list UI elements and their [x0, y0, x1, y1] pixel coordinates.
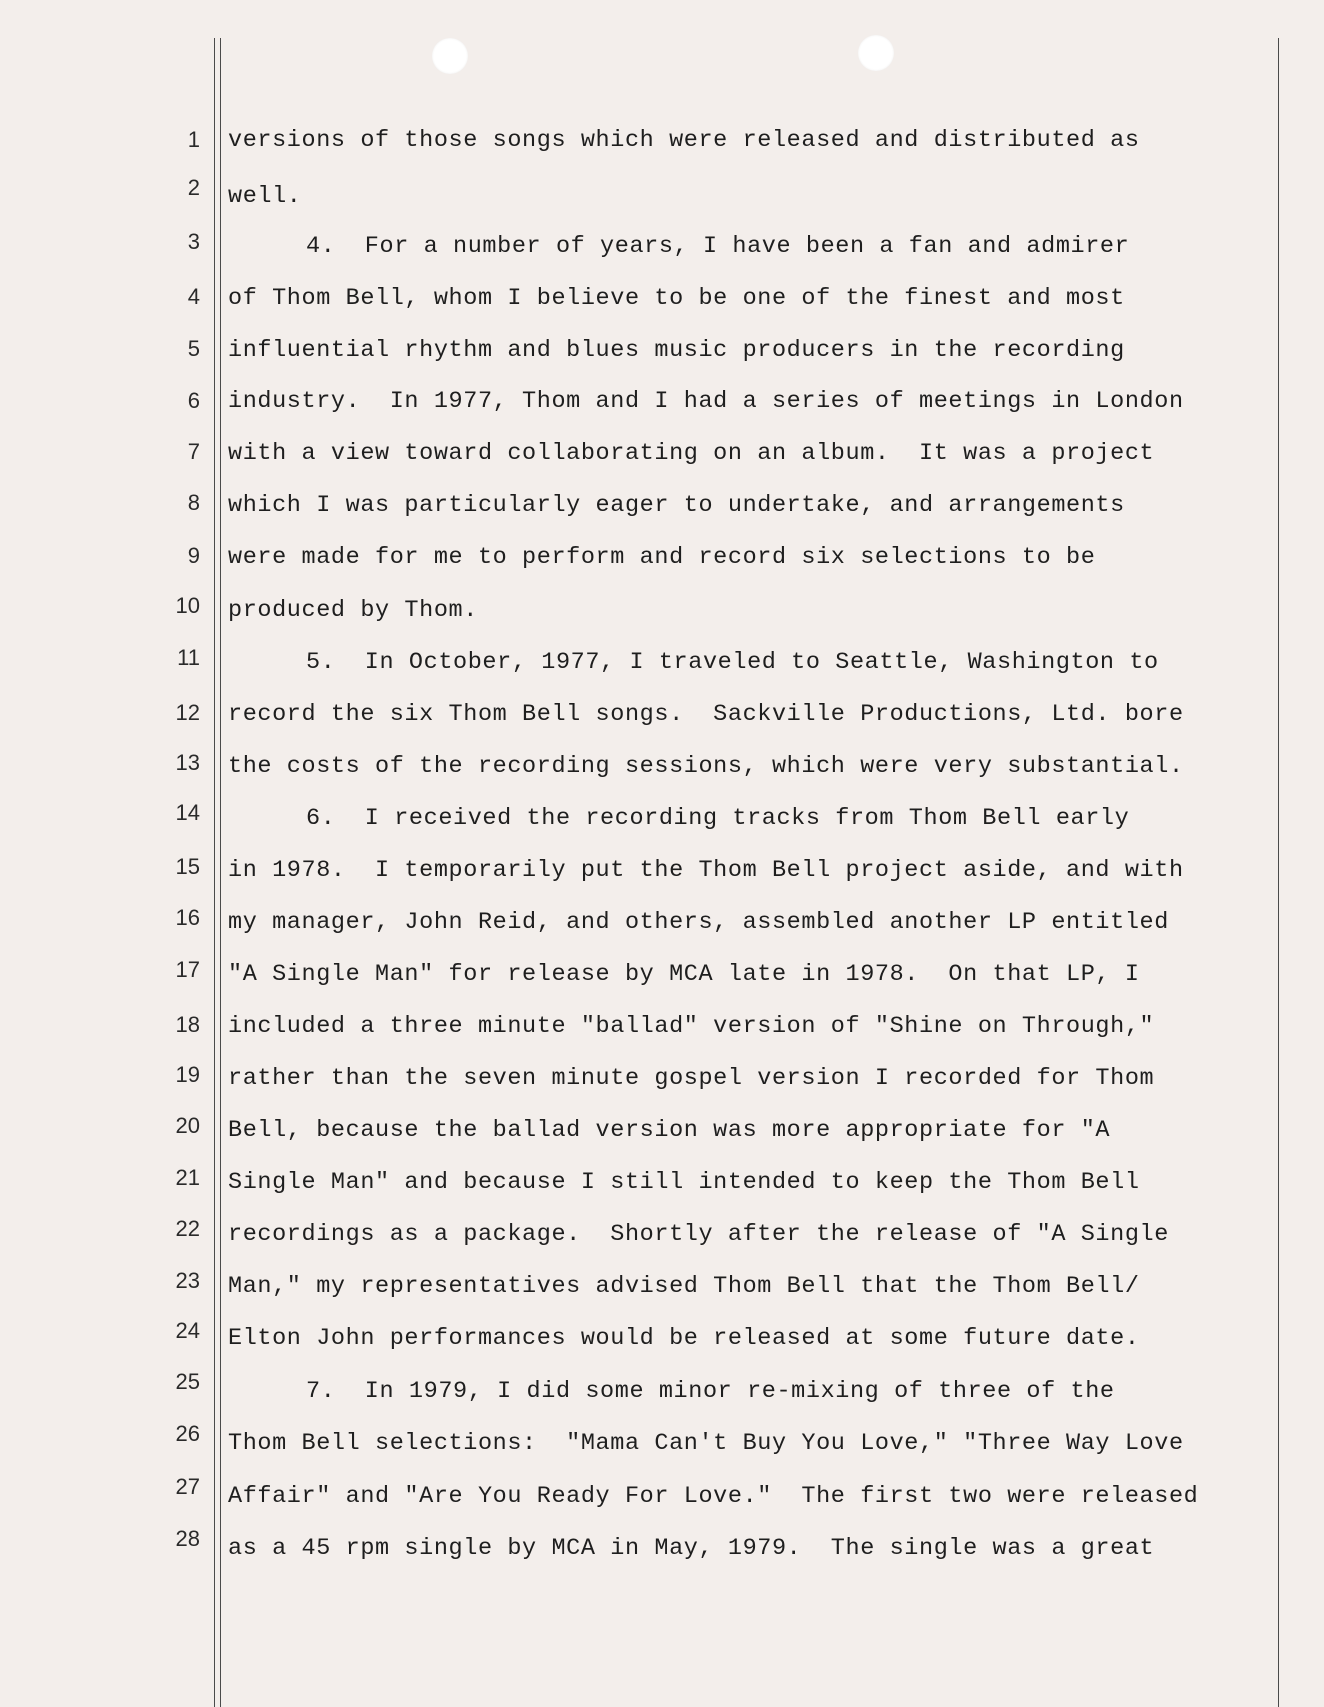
- text-line: which I was particularly eager to undertake, and arrangements: [228, 492, 1125, 519]
- text-line: recordings as a package. Shortly after the release of "A Single: [228, 1221, 1169, 1248]
- text-line: industry. In 1977, Thom and I had a series of meetings in London: [228, 388, 1184, 415]
- text-line: included a three minute "ballad" version of "Shine on Through,": [228, 1013, 1155, 1040]
- left-margin-rule-inner: [220, 38, 221, 1707]
- paragraph-6-start: 6. I received the recording tracks from Thom Bell early: [306, 805, 1130, 832]
- text-line: as a 45 rpm single by MCA in May, 1979. The single was a great: [228, 1535, 1155, 1562]
- left-margin-rule-outer: [214, 38, 215, 1707]
- line-number: 25: [175, 1369, 200, 1394]
- line-number: 4: [187, 284, 200, 309]
- text-line: Bell, because the ballad version was more appropriate for "A: [228, 1117, 1111, 1144]
- line-number: 22: [175, 1216, 200, 1241]
- line-number: 3: [187, 229, 200, 254]
- paragraph-7-start: 7. In 1979, I did some minor re-mixing of three of the: [306, 1378, 1115, 1405]
- text-line: rather than the seven minute gospel version I recorded for Thom: [228, 1065, 1155, 1092]
- line-number: 19: [175, 1062, 200, 1087]
- line-number: 16: [175, 905, 200, 930]
- text-line: record the six Thom Bell songs. Sackville Productions, Ltd. bore: [228, 701, 1184, 728]
- line-number: 26: [175, 1421, 200, 1446]
- text-line: of Thom Bell, whom I believe to be one of the finest and most: [228, 285, 1125, 312]
- text-line: well.: [228, 183, 302, 210]
- line-number: 9: [187, 543, 200, 568]
- text-line: the costs of the recording sessions, which were very substantial.: [228, 753, 1184, 780]
- line-number: 12: [175, 700, 200, 725]
- line-number: 11: [177, 645, 200, 670]
- text-line: with a view toward collaborating on an album. It was a project: [228, 440, 1155, 467]
- line-number: 2: [187, 175, 200, 200]
- text-line: were made for me to perform and record six selections to be: [228, 544, 1096, 571]
- paragraph-5-start: 5. In October, 1977, I traveled to Seattle, Washington to: [306, 649, 1159, 676]
- line-number: 18: [175, 1012, 200, 1037]
- line-number: 20: [175, 1113, 200, 1138]
- text-line: my manager, John Reid, and others, assembled another LP entitled: [228, 909, 1169, 936]
- line-number: 13: [175, 750, 200, 775]
- text-line: influential rhythm and blues music producers in the recording: [228, 337, 1125, 364]
- line-number: 8: [187, 490, 200, 515]
- line-number: 10: [175, 593, 200, 618]
- right-margin-rule: [1278, 38, 1279, 1707]
- text-line: Thom Bell selections: "Mama Can't Buy You Love," "Three Way Love: [228, 1430, 1184, 1457]
- line-number: 15: [175, 854, 200, 879]
- paragraph-4-start: 4. For a number of years, I have been a fan and admirer: [306, 233, 1130, 260]
- text-line: Single Man" and because I still intended to keep the Thom Bell: [228, 1169, 1140, 1196]
- line-number: 24: [175, 1318, 200, 1343]
- punch-hole-right: [858, 35, 894, 71]
- text-line: Affair" and "Are You Ready For Love." The first two were released: [228, 1483, 1199, 1510]
- line-number: 1: [187, 127, 200, 152]
- line-number: 21: [175, 1165, 200, 1190]
- line-number: 6: [187, 388, 200, 413]
- text-line: produced by Thom.: [228, 597, 478, 624]
- line-number: 14: [175, 800, 200, 825]
- line-number: 17: [175, 957, 200, 982]
- text-line: in 1978. I temporarily put the Thom Bell project aside, and with: [228, 857, 1184, 884]
- line-number: 27: [175, 1474, 200, 1499]
- text-line: "A Single Man" for release by MCA late in 1978. On that LP, I: [228, 961, 1140, 988]
- text-line: Man," my representatives advised Thom Bell that the Thom Bell/: [228, 1273, 1140, 1300]
- punch-hole-left: [432, 38, 468, 74]
- text-line: Elton John performances would be released at some future date.: [228, 1325, 1140, 1352]
- line-number: 23: [175, 1268, 200, 1293]
- text-line: versions of those songs which were released and distributed as: [228, 127, 1140, 154]
- line-number: 5: [187, 336, 200, 361]
- line-number: 7: [187, 439, 200, 464]
- line-number: 28: [175, 1526, 200, 1551]
